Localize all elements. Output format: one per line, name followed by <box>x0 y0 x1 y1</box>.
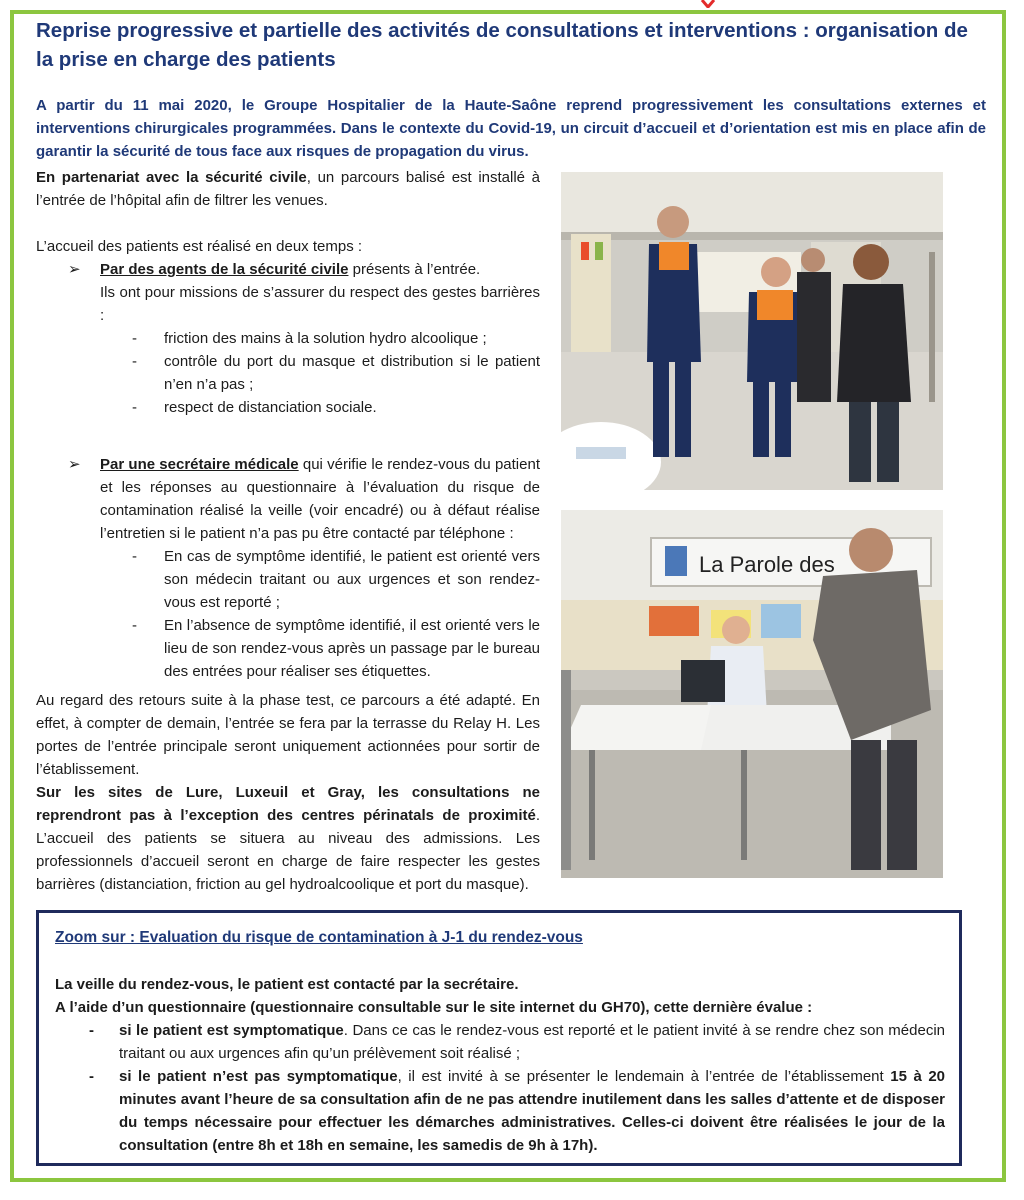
list-item-text: friction des mains à la solution hydro alcoolique ; <box>164 330 487 347</box>
photo-civil-security-entrance <box>561 172 943 490</box>
list-item <box>36 545 540 614</box>
list-item-text: En l’absence de symptôme identifié, il est orienté vers le lieu de son rendez-vous après un passage par le bureau des entrées pour réaliser ses étiquettes. <box>164 617 540 680</box>
partnership-lead: En partenariat avec la sécurité civile <box>36 169 307 186</box>
list-item-text: En cas de symptôme identifié, le patient est orienté vers son médecin traitant ou aux urgences et son rendez-vous est reporté ; <box>164 548 540 611</box>
partnership-paragraph <box>36 166 540 212</box>
zoom-item-2-lead: si le patient n’est pas symptomatique <box>119 1068 398 1085</box>
zoom-line-1: La veille du rendez-vous, le patient est contacté par la secrétaire. <box>55 976 519 993</box>
step-civil-security-text: Ils ont pour missions de s’assurer du respect des gestes barrières : <box>100 284 540 324</box>
list-item <box>36 614 540 683</box>
list-item <box>36 396 540 419</box>
step-medical-secretary-text: qui vérifie le rendez-vous du patient et les réponses au questionnaire à l’évaluation du risque de contamination réalisé la veille (voir encadré) ou à défaut réalise l’entretien si le patient n’a pas pu être contacté par téléphone : <box>100 456 540 542</box>
left-column <box>36 166 540 896</box>
zoom-title: Zoom sur : Evaluation du risque de contamination à J-1 du rendez-vous <box>55 929 583 946</box>
sites-text: . L’accueil des patients se situera au niveau des admissions. Les professionnels d’accueil seront en charge de faire respecter les gestes barrières (distanciation, friction au gel hydroalcoolique et port du masque). <box>36 807 540 893</box>
step-medical-secretary <box>36 453 540 545</box>
step-civil-security-head-rest: présents à l’entrée. <box>348 261 481 278</box>
list-item <box>55 1019 945 1065</box>
list-item <box>55 1065 945 1157</box>
intro-paragraph: A partir du 11 mai 2020, le Groupe Hospitalier de la Haute-Saône reprend progressivement les consultations externes et interventions chirurgicales programmées. Dans le contexte du Covid-19, un circuit d’accueil et d’orientation est mis en place afin de garantir la sécurité de tous face aux risques de propagation du virus. <box>36 97 986 160</box>
step-civil-security <box>36 258 540 327</box>
list-item <box>36 350 540 396</box>
step-medical-secretary-head: Par une secrétaire médicale <box>100 456 299 473</box>
list-item-text: contrôle du port du masque et distribution si le patient n’en n’a pas ; <box>164 353 540 393</box>
dash-bullet: - <box>132 353 137 370</box>
dash-bullet: - <box>132 330 137 347</box>
dash-bullet: - <box>89 1022 94 1039</box>
page-title: Reprise progressive et partielle des activités de consultations et interventions : organisation de la prise en charge des patients <box>36 19 968 71</box>
photo-medical-secretary-desk <box>561 510 943 878</box>
red-accent-mark <box>696 0 720 8</box>
sign-text: La Parole des <box>699 552 835 577</box>
partnership-text: , un parcours balisé est installé à l’entrée de l’hôpital afin de filtrer les venues. <box>36 169 540 209</box>
arrow-bullet-icon: ➢ <box>68 261 81 278</box>
zoom-item-1-lead: si le patient est symptomatique <box>119 1022 344 1039</box>
sites-paragraph <box>36 781 540 896</box>
adaptation-paragraph: Au regard des retours suite à la phase test, ce parcours a été adapté. En effet, à compter de demain, l’entrée se fera par la terrasse du Relay H. Les portes de l’entrée principale seront uniquement actionnées pour sortir de l’établissement. <box>36 692 540 778</box>
zoom-item-2-text: , il est invité à se présenter le lendemain à l’entrée de l’établissement <box>397 1068 891 1085</box>
dash-bullet: - <box>132 617 137 634</box>
sites-lead: Sur les sites de Lure, Luxeuil et Gray, les consultations ne reprendront pas à l’exception des centres périnatals de proximité <box>36 784 540 824</box>
zoom-item-1-text: . Dans ce cas le rendez-vous est reporté et le patient invité à se rendre chez son médecin traitant ou aux urgences afin qu’un prélèvement soit réalisé ; <box>119 1022 945 1062</box>
dash-bullet: - <box>132 399 137 416</box>
dash-bullet: - <box>89 1068 94 1085</box>
zoom-item-2-emphasis: 15 à 20 minutes avant l’heure de sa consultation afin de ne pas attendre inutilement dans les salles d’attente et de disposer du temps nécessaire pour effectuer les démarches administratives. Celles-ci doivent être réalisées le jour de la consultation (entre 8h et 18h en semaine, les samedis de 9h à 17h). <box>119 1068 946 1154</box>
step-civil-security-head: Par des agents de la sécurité civile <box>100 261 349 278</box>
zoom-line-2: A l’aide d’un questionnaire (questionnaire consultable sur le site internet du GH70), cette dernière évalue : <box>55 999 813 1016</box>
reception-intro: L’accueil des patients est réalisé en deux temps : <box>36 238 363 255</box>
arrow-bullet-icon: ➢ <box>68 456 81 473</box>
zoom-box <box>36 910 962 1166</box>
list-item <box>36 327 540 350</box>
dash-bullet: - <box>132 548 137 565</box>
list-item-text: respect de distanciation sociale. <box>164 399 377 416</box>
zoom-body <box>55 973 945 1157</box>
